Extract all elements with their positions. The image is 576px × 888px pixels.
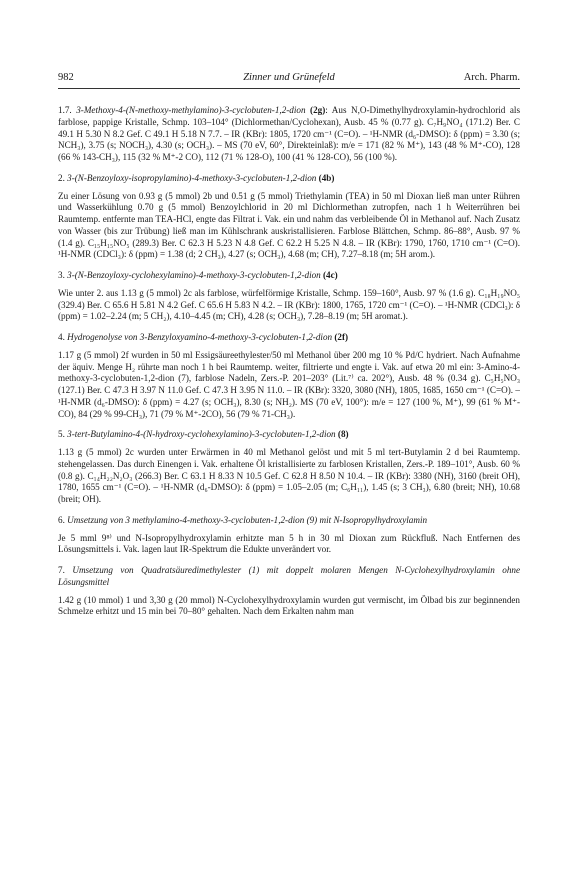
article-body: [58, 105, 520, 627]
section-title: Umsetzung von Quadratsäuredimethylester (1) mit doppelt molaren Mengen N-Cyclohexylhydroxylamin ohne Lösungsmittel: [58, 565, 521, 587]
compound-label: (2g): [310, 105, 326, 115]
header-rule: [58, 88, 520, 89]
section-number: 1.7.: [58, 105, 72, 115]
section-3: [58, 270, 520, 323]
section-1-7: [58, 105, 520, 164]
compound-label: (4c): [323, 270, 338, 280]
section-text: : Aus N,O-Dimethylhydroxylamin-hydrochlorid als farblose, pappige Kristalle, Schmp. 103–104° (Dichlormethan/Cyclohexan), Ausb. 45 % (0.77 g). C₇H₉NO₄ (171.2) Ber. C 49.1 H 5.30 N 8.2 Gef. C 49.1 H 5.18 N 7.7. – IR (KBr): 1805, 1720 cm⁻¹ (C=O). – ¹H-NMR (d₆-DMSO): δ (ppm) = 3.30 (s; NCH₃), 3.75 (s; NOCH₃), 4.30 (s; OCH₃). – MS (70 eV, 60°, Direkteinlaß): m/e = 171 (82 % M⁺), 143 (48 % M⁺-CO), 128 (66 % 143-CH₃), 115 (32 % M⁺-2 CO), 112 (71 % 128-O), 100 (41 % 128-CO), 56 (100 %).: [58, 105, 521, 162]
section-5: [58, 429, 520, 506]
section-text: 1.17 g (5 mmol) 2f wurden in 50 ml Essigsäureethylester/50 ml Methanol über 200 mg 10 % Pd/C hydriert. Nach Aufnahme der äquiv. Menge H₂ rührte man noch 1 h bei Raumtemp. weiter, filtrierte und engte i. Vak. auf etwa 20 ml ein: 3-Amino-4-methoxy-3-cyclobuten-1,2-dion (7), farblose Nadeln, Zers.-P. 201–203° (Lit.⁷⁾ ca. 202°), Ausb. 48 % (0.34 g). C₅H₅NO₃ (127.1) Ber. C 47.3 H 3.97 N 11.0 Gef. C 47.3 H 3.95 N 11.0. – IR (KBr): 3320, 3080 (NH), 1805, 1685, 1650 cm⁻¹ (C=O). – ¹H-NMR (d₆-DMSO): δ (ppm) = 4.27 (s; OCH₃), 8.30 (s; NH₂). MS (70 eV, 100°): m/e = 127 (100 %, M⁺), 99 (61 % M⁺-CO), 84 (29 % 99-CH₃), 71 (79 % M⁺-2CO), 56 (79 % 71-CH₃).: [58, 349, 520, 419]
section-title: 3-(N-Benzoyloxy-isopropylamino)-4-methoxy-3-cyclobuten-1,2-dion: [67, 172, 317, 183]
section-number: 3.: [58, 270, 65, 280]
compound-label: (8): [337, 429, 349, 440]
compound-label: (2f): [334, 332, 349, 342]
section-number: 2.: [58, 172, 65, 183]
section-text: 1.42 g (10 mmol) 1 und 3,30 g (20 mmol) N-Cyclohexylhydroxylamin wurden gut vermischt, im Ölbad bis zur beginnenden Schmelze erhitzt und 15 min bei 70–80° gehalten. Nach dem Erkalten nahm man: [58, 594, 520, 617]
section-4: [58, 332, 520, 420]
page-header: [58, 72, 520, 88]
section-number: 5.: [58, 429, 65, 440]
section-title: Hydrogenolyse von 3-Benzyloxyamino-4-methoxy-3-cyclobuten-1,2-dion: [67, 332, 333, 342]
section-number: 6.: [58, 514, 65, 525]
section-number: 7.: [58, 565, 65, 575]
running-title: Zinner und Grünefeld: [243, 72, 335, 83]
section-title: 3-tert-Butylamino-4-(N-hydroxy-cyclohexylamino)-3-cyclobuten-1,2-dion: [67, 429, 336, 440]
compound-label: (4b): [318, 172, 335, 183]
section-2: [58, 173, 520, 261]
section-title: 3-Methoxy-4-(N-methoxy-methylamino)-3-cyclobuten-1,2-dion: [76, 105, 306, 115]
section-text: Wie unter 2. aus 1.13 g (5 mmol) 2c als farblose, würfelförmige Kristalle, Schmp. 159–160°, Ausb. 97 % (1.6 g). C₁₈H₁₉NO₅ (329.4) Ber. C 65.6 H 5.81 N 4.2 Gef. C 65.6 H 5.83 N 4.2. – IR (KBr): 1800, 1765, 1720 cm⁻¹ (C=O). – ¹H-NMR (CDCl₃): δ (ppm) = 1.02–2.24 (m; 5 CH₂), 4.10–4.45 (m; CH), 4.28 (s; OCH₃), 7.28–8.19 (m; 5H aromat.).: [58, 287, 520, 322]
section-text: Zu einer Lösung von 0.93 g (5 mmol) 2b und 0.51 g (5 mmol) Triethylamin (TEA) in 50 ml Dioxan ließ man unter Rühren und Wasserkühlung 0.70 g (5 mmol) Benzoylchlorid in 20 ml Dichlormethan zutropfen, nach 1 h Weiterrühren bei Raumtemp. entfernte man TEA-HCl, engte das Filtrat i. Vak. ein und nahm das verbleibende Öl in Methanol auf. Nach Zusatz von Wasser (bis zur Trübung) ließ man im Kühlschrank auskristallisieren. Farblose Blättchen, Schmp. 86–88°, Ausb. 97 % (1.4 g). C₁₅H₁₅NO₅ (289.3) Ber. C 62.3 H 5.23 N 4.8 Gef. C 62.2 H 5.25 N 4.8. – IR (KBr): 1790, 1760, 1710 cm⁻¹ (C=O). ¹H-NMR (CDCl₃): δ (ppm) = 1.38 (d; 2 CH₃), 4.27 (s; OCH₃), 4.68 (m; CH), 7.27–8.18 (m; 5H arom.).: [58, 190, 520, 260]
section-title: 3-(N-Benzoyloxy-cyclohexylamino)-4-methoxy-3-cyclobuten-1,2-dion: [67, 270, 321, 280]
section-7: [58, 565, 520, 618]
section-number: 4.: [58, 332, 65, 342]
page-number: 982: [58, 72, 74, 83]
section-6: [58, 515, 520, 556]
journal-name: Arch. Pharm.: [463, 72, 520, 83]
section-text: Je 5 mml 9⁸⁾ und N-Isopropylhydroxylamin erhitzte man 5 h in 30 ml Dioxan zum Rückfluß. Nach Entfernen des Lösungsmittels i. Vak. lagen laut IR-Spektrum die Edukte unverändert vor.: [58, 532, 520, 555]
section-text: 1.13 g (5 mmol) 2c wurden unter Erwärmen in 40 ml Methanol gelöst und mit 5 ml tert-Butylamin 2 d bei Raumtemp. stehengelassen. Das durch Einengen i. Vak. erhaltene Öl kristallisierte zu farblosen Kristallen, Zers.-P. 189–101°, Ausb. 60 % (0.8 g). C₁₄H₂₂N₂O₃ (266.3) Ber. C 63.1 H 8.33 N 10.5 Gef. C 62.8 H 8.50 N 10.4. – IR (KBr): 3380 (NH), 3160 (breit OH), 1780, 1655 cm⁻¹ (C=O). – ¹H-NMR (d₆-DMSO): δ (ppm) = 1.05–2.05 (m; C₆H₁₁), 1.45 (s; 3 CH₃), 6.80 (breit; NH), 10.68 (breit; OH).: [58, 447, 520, 504]
section-title: Umsetzung von 3 methylamino-4-methoxy-3-cyclobuten-1,2-dion (9) mit N-Isopropylhydroxylamin: [67, 514, 428, 525]
